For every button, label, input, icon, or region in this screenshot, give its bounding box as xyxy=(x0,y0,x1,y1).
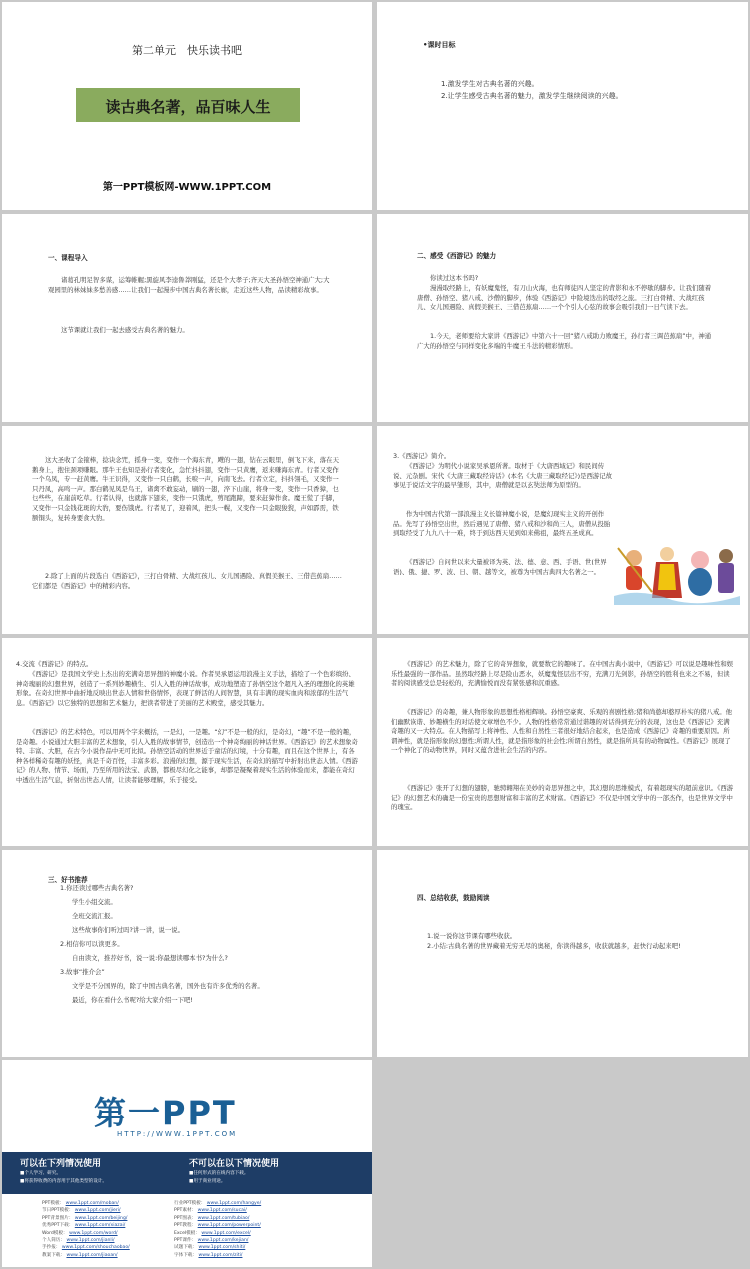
recommend-item: 文学是不分国界的，除了中国古典名著，国外也有许多优秀的名著。 xyxy=(72,982,264,990)
art-para-3: 《西游记》张开了幻想的翅膀，驰骋翱翔在美妙的奇思异想之中，其幻想的思维模式，有着超现实的超前意识。《西游记》的幻想艺术的确是一份宝贵的思想财富和丰富的艺术财富。《西游记》不仅是中国文学中的一部杰作，也是世界文学中的瑰宝。 xyxy=(391,784,734,812)
book-intro-heading: 3.《西游记》简介。 xyxy=(393,452,451,460)
logo-area xyxy=(2,1060,372,1152)
book-intro-para-2: 作为中国古代第一部浪漫主义长篇神魔小说，是魔幻现实主义的开创作品。先写了孙悟空出世，然后遇见了唐僧、猪八戒和沙和尚三人，唐僧从投胎到取经受了九九八十一难，终于到达西天见到如来佛祖，最终五圣成真。 xyxy=(393,510,611,538)
can-use-item: ■将获得收费的内容用于其他类型的设计。 xyxy=(20,1179,108,1184)
sandy-head xyxy=(719,549,733,563)
recommend-item: 3.故事“推介会” xyxy=(60,968,105,976)
excerpt-para-2: 2.除了上面的片段选自《西游记》，三打白骨精、大战红孩儿、女儿国遇险、真假美猴王、三借芭蕉扇……它们都是《西游记》中的精彩内容。 xyxy=(32,572,342,590)
slide-brand xyxy=(2,1060,372,1267)
brand-logo: 第一PPT xyxy=(94,1094,237,1132)
link-row[interactable]: PPT背景图片： www.1ppt.com/beijing/ xyxy=(42,1215,128,1221)
link-row[interactable]: 节日PPT模板： www.1ppt.com/jieri/ xyxy=(42,1208,121,1214)
link-row[interactable]: Word模板： www.1ppt.com/word/ xyxy=(42,1230,118,1236)
link-row[interactable]: 教案下载： www.1ppt.com/jiaoan/ xyxy=(42,1252,118,1258)
monkey-head xyxy=(626,550,642,566)
excerpt-para-1: 这大圣收了金箍棒，捻诀念咒，摇身一变，变作一个海东青，飕的一翅，钻在云眼里，倒飞下来，落在天鹅身上，抱住颈项嗛眼。那牛王也知是孙行者变化，急忙抖抖翅，变作一只黄鹰，返来嗛海东青。行者又变作一个乌凤，专一赶黄鹰。牛王识得，又变作一只白鹤，长唳一声，向南飞去。行者立定，抖抖翎毛，又变作一只丹凤，高鸣一声。那白鹤见凤是鸟王，诸禽不敢妄动，刷的一翅，淬下山崖，将身一变，变作一只香獐，乜乜些些，在崖前吃草。行者认得，也就落下翅来，变作一只饿虎，剪尾跑蹄，要来赶獐作食。魔王慌了手脚，又变作一只金钱花斑的大豹，要伤饿虎。行者见了，迎着风，把头一幌，又变作一只金眼狻猊，声如霹雳，铁额铜头，复转身要食大豹。 xyxy=(32,456,339,522)
charm-heading: 二、感受《西游记》的魅力 xyxy=(417,252,497,260)
link-row[interactable]: 手抄报： www.1ppt.com/shouchaobao/ xyxy=(42,1245,130,1251)
intro-heading: 一、课程导入 xyxy=(48,254,88,262)
sandy-body xyxy=(718,563,734,593)
cannot-use-item: ■任何形式的在线内容下载。 xyxy=(189,1171,249,1176)
recommend-item: 1.你还读过哪些古典名著? xyxy=(60,884,134,892)
slide-title xyxy=(2,2,372,210)
charm-para-2: 1.今天，老师要给大家讲《西游记》中第六十一回“猪八戒助力败魔王，孙行者三调芭蕉扇”中，神通广大的孙悟空与同样变化多端的牛魔王斗法的精彩情形。 xyxy=(417,332,712,350)
recommend-heading: 三、好书推荐 xyxy=(48,876,88,884)
can-use-item: ■个人学习、研究。 xyxy=(20,1171,62,1176)
link-row[interactable]: 行业PPT模板： www.1ppt.com/hangye/ xyxy=(174,1201,262,1206)
charm-question: 你读过这本书吗? xyxy=(430,274,479,282)
monk-kasaya xyxy=(658,564,676,590)
goal-2: 2.让学生感受古典名著的魅力，激发学生继续阅读的兴趣。 xyxy=(441,92,623,100)
slide-intro xyxy=(2,214,372,422)
pig-head xyxy=(691,551,709,569)
link-row[interactable]: 试题下载： www.1ppt.com/shiti/ xyxy=(174,1245,246,1251)
cannot-use-item: ■用于商业用途。 xyxy=(189,1179,226,1184)
slide-summary xyxy=(377,850,748,1057)
monk-head xyxy=(660,547,674,561)
recommend-item: 最近，你在看什么书呢?给大家介绍一下吧! xyxy=(72,996,193,1004)
intro-para-1: 诸葛孔明足智多谋，运筹帷幄;黑旋风李逵鲁莽刚猛，还是个大孝子;齐天大圣孙悟空神通广大;大观园里的林妹妹多愁善感……让我们一起漫步中国古典名著长廊，走近这些人物，品读精彩故事。 xyxy=(48,276,330,294)
slide-recommend xyxy=(2,850,372,1057)
book-intro-para-3: 《西游记》自问世以来大量被译为英、法、德、意、西、手语、世(世界语)、俄、捷、罗、波、日、朝、越等文，被尊为中国古典四大名著之一。 xyxy=(393,558,607,576)
recommend-item: 这些故事你们听过吗?讲一讲，说一说。 xyxy=(72,926,185,934)
site-footer: 第一PPT模板网-WWW.1PPT.COM xyxy=(102,182,272,193)
recommend-item: 自由读文，推荐好书，说一说:你最想读哪本书?为什么? xyxy=(72,954,228,962)
brand-url[interactable]: HTTP://WWW.1PPT.COM xyxy=(117,1130,238,1138)
charm-para-1: 漫漫取经路上，有妖魔鬼怪，有刀山火海，也有师徒四人坚定的背影和永不停歇的脚步。让我们随着唐僧、孙悟空、猪八戒、沙僧的脚步，体验《西游记》中险境迭出的取经之旅。三打白骨精、大战红孩儿、女儿国遇险、真假美猴王、三借芭蕉扇……一个个引人心弦的故事会吸引我们一日气读下去。 xyxy=(417,284,712,312)
link-row[interactable]: PPT模板： www.1ppt.com/moban/ xyxy=(42,1201,119,1206)
can-use-title: 可以在下列情况使用 xyxy=(20,1159,102,1169)
book-intro-para-1: 《西游记》为明代小说家吴承恩所著。取材于《大唐西域记》和民间传说、元杂剧。宋代《大唐三藏取经诗话》(本名《大唐三藏取经记》)是西游记故事见于说话文字的最早雏形，其中，唐僧就是以玄奘法师为原型的。 xyxy=(393,462,613,490)
link-row[interactable]: 个人简历： www.1ppt.com/jianli/ xyxy=(42,1238,115,1244)
slide-art-charm xyxy=(377,638,748,846)
summary-heading: 四、总结收获，鼓励阅读 xyxy=(417,894,490,902)
slide-features xyxy=(2,638,372,846)
intro-para-2: 这节课就让我们一起去感受古典名著的魅力。 xyxy=(61,326,189,334)
link-row[interactable]: Excel模板： www.1ppt.com/excel/ xyxy=(174,1230,251,1236)
features-heading: 4.交流《西游记》的特点。 xyxy=(16,660,93,668)
link-row[interactable]: PPT图表： www.1ppt.com/tubiao/ xyxy=(174,1215,250,1221)
lesson-title: 读古典名著，品百味人生 xyxy=(105,98,271,116)
links-left xyxy=(42,1200,182,1259)
goals-heading: •课时目标 xyxy=(423,41,456,49)
link-row[interactable]: 优秀PPT下载： www.1ppt.com/xiazai/ xyxy=(42,1223,126,1229)
pig-body xyxy=(688,568,712,596)
slide-book-intro xyxy=(377,426,748,634)
recommend-item: 学生小组交流。 xyxy=(72,898,117,906)
summary-line-1: 1.说一说你这节课有哪些收获。 xyxy=(427,932,517,940)
art-para-1: 《西游记》的艺术魅力，除了它的奇异想象，就要数它的趣味了。在中国古典小说中，《西游记》可以说是趣味性和娱乐性最强的一部作品。虽然取经路上尽是险山恶水，妖魔鬼怪层出不穷，充满刀光剑影，孙悟空的胜利也来之不易，但读者的阅读感受总是轻松的，充满愉悦而没有紧张感和沉重感。 xyxy=(391,660,734,688)
link-row[interactable]: PPT素材： www.1ppt.com/sucai/ xyxy=(174,1208,247,1214)
link-row[interactable]: 字体下载： www.1ppt.com/ziti/ xyxy=(174,1252,243,1258)
features-para-2: 《西游记》的艺术特色，可以用两个字来概括，一是幻，一是趣。“幻”不是一般的幻，是奇幻，“趣”不是一般的趣，是奇趣。小说通过大胆丰富的艺术想象，引人入胜的故事情节，创造出一个神奇绚丽的神话世界。《西游记》的艺术想象奇特、丰富、大胆，在古今小说作品中无可比拟。孙悟空活动的世界近于童话的幻境，十分有趣，而且在这个世界上，有各种各样稀奇有趣的妖怪，真是千奇百怪，丰富多彩。浪漫的幻想，源于现实生活，在奇幻的描写中折射出世态人情。《西游记》的人物、情节、场面，乃至所用的法宝、武器，都极尽幻化之能事，却都是凝聚着现实生活的体验而来，都能在奇幻中透出生活气息，折射出世态人情，让读者能够理解，乐于接受。 xyxy=(16,728,358,784)
pilgrims-illustration xyxy=(612,530,742,605)
recommend-item: 2.相信你可以读更多。 xyxy=(60,940,124,948)
features-para-1: 《西游记》是我国文学史上杰出的充满奇思异想的神魔小说。作者吴承恩运用浪漫主义手法，描绘了一个色彩缤纷、神奇瑰丽的幻想世界，创造了一系列妙趣横生、引人入胜的神话故事，成功地塑造了孙悟空这个超凡入圣的理想化的英雄形象。在奇幻世界中曲折地反映出世态人情和世俗情怀，表现了鲜活的人间智慧，具有丰满的现实血肉和浓郁的生活气息。《西游记》以它独特的思想和艺术魅力，把读者带进了美丽的艺术殿堂，感受其魅力。 xyxy=(16,670,355,707)
recommend-item: 全班交流汇报。 xyxy=(72,912,117,920)
links-right xyxy=(174,1200,324,1259)
art-para-2: 《西游记》的奇趣，兼人物形象的思想性格相辉映。孙悟空豪爽、乐观的喜剧性格;猪和尚憨却憨厚朴实的猪八戒。他们幽默诙谐、妙趣横生的对话使文章增色不少。人物的性格常常通过谐趣的对话得到充分的表现，这也是《西游记》充满奇趣的又一大特点。在人物描写上将神性、人性和自然性三者很好地结合起来，也是造成《西游记》奇趣的重要原因。所谓神性，就是指形象的幻想性;所谓人性，就是指形象的社会性;所谓自然性，就是指所具有的动物属性。《西游记》展现了一个神化了的动物世界，同时又蕴含进社会生活的内容。 xyxy=(391,708,733,755)
unit-title: 第二单元 快乐读书吧 xyxy=(132,44,242,57)
cannot-use-title: 不可以在以下情况使用 xyxy=(189,1159,280,1169)
slide-goals xyxy=(377,2,748,210)
goal-1: 1.激发学生对古典名著的兴趣。 xyxy=(441,80,539,88)
link-row[interactable]: PPT教程： www.1ppt.com/powerpoint/ xyxy=(174,1223,261,1229)
link-row[interactable]: PPT课件： www.1ppt.com/kejian/ xyxy=(174,1238,249,1244)
slide-excerpt xyxy=(2,426,372,634)
summary-line-2: 2.小结:古典名著的世界藏着无穷无尽的奥秘，你读得越多，收获就越多，赶快行动起来吧! xyxy=(427,942,681,950)
slide-charm xyxy=(377,214,748,422)
